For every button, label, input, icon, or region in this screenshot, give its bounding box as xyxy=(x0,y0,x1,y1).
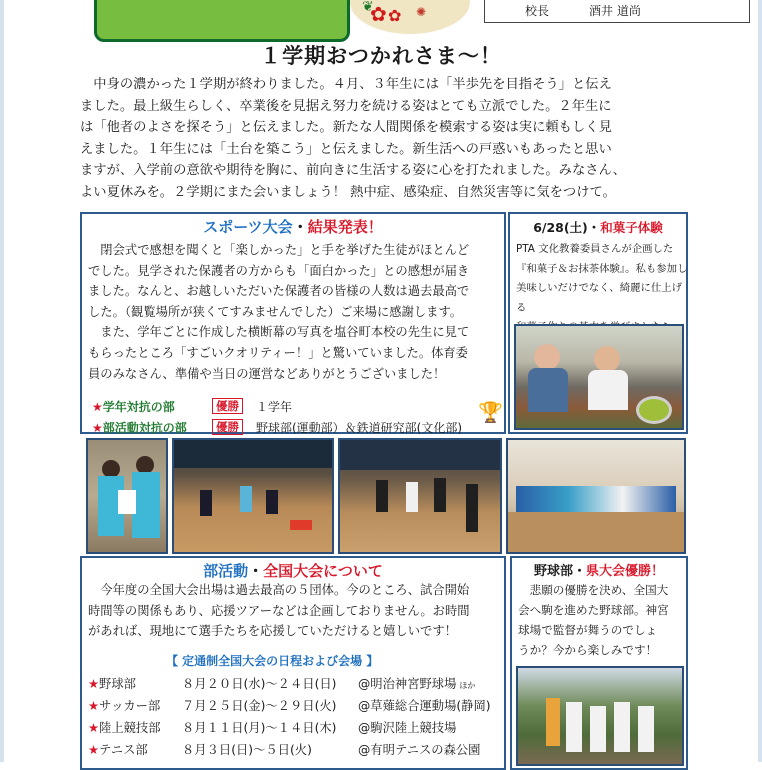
gym-wall xyxy=(174,440,332,468)
schedule-club: テニス部 xyxy=(99,743,148,757)
club-line: 今年度の全国大会出場は過去最高の５団体。今のところ、試合開始 xyxy=(100,583,470,597)
schedule-dates: ７月２５日(金)～２９日(火) xyxy=(182,699,337,713)
award-value: 野球部(運動部）＆鉄道研究部(文化部) xyxy=(256,421,463,435)
leaf-icon: ❦ xyxy=(362,0,374,15)
banner-cloth xyxy=(516,486,676,512)
schedule-row xyxy=(88,696,160,714)
schedule-venue: @有明テニスの森公園 xyxy=(358,743,481,757)
principal-box xyxy=(484,0,750,23)
schedule-row xyxy=(88,674,136,692)
photo-closing-ceremony xyxy=(86,438,168,554)
baseball-title xyxy=(512,560,686,579)
trophy-icon: 🏆 xyxy=(478,400,503,424)
player-figure xyxy=(406,482,418,512)
intro-line: えました。１年生には「土台を築こう」と伝えました。新生活への戸惑いもあったと思い xyxy=(80,141,612,157)
star-icon: ★ xyxy=(88,721,100,735)
title-dot: ・ xyxy=(587,220,601,235)
club-title xyxy=(82,560,504,581)
player-figure xyxy=(566,702,582,752)
person-figure xyxy=(594,346,620,372)
wagashi-title xyxy=(510,218,686,236)
player-figure xyxy=(614,702,630,752)
award-club-label xyxy=(92,419,187,436)
schedule-venue-name: @明治神宮野球場 xyxy=(358,677,457,691)
player-figure xyxy=(376,480,388,512)
person-figure xyxy=(534,344,560,370)
wagashi-section xyxy=(508,212,688,434)
baseball-line: うか？今から楽しみです！ xyxy=(518,643,658,657)
club-title-sub: 全国大会について xyxy=(263,562,383,580)
photo-gym-relay xyxy=(338,438,502,554)
schedule-club: 陸上競技部 xyxy=(99,721,161,735)
wagashi-photo xyxy=(514,324,684,430)
club-section xyxy=(80,556,506,770)
title-dot: ・ xyxy=(248,562,264,580)
person-figure xyxy=(132,472,160,538)
person-figure xyxy=(528,368,568,412)
header-banner xyxy=(94,0,350,42)
schedule-row xyxy=(88,740,148,758)
player-figure xyxy=(466,484,478,532)
principal-name: 酒井 道尚 xyxy=(589,4,641,18)
intro-line: よい夏休みを。２学期にまた会いましょう！ 熱中症、感染症、自然災害等に気をつけて。 xyxy=(80,184,616,200)
person-figure xyxy=(588,370,628,410)
schedule-row xyxy=(88,718,161,736)
baseball-line: 会へ駒を進めた野球部。神宮 xyxy=(518,603,669,617)
club-title-main: 部活動 xyxy=(203,562,249,580)
sports-line: 閉会式で感想を聞くと「楽しかった」と手を挙げた生徒がほとんど xyxy=(100,243,470,257)
sports-line: また、学年ごとに作成した横断幕の写真を塩谷町本校の先生に見て xyxy=(100,325,470,340)
crab-icon: ✺ xyxy=(416,5,427,19)
intro-line: 中身の濃かった１学期が終わりました。４月、３年生には「半歩先を目指そう」と伝え xyxy=(93,77,612,92)
player-figure xyxy=(266,490,278,514)
schedule-dates: ８月２０日(水)～２４日(日) xyxy=(182,677,337,691)
club-line: 時間等の関係もあり、応援ツアーなどは企画しておりません。お時間 xyxy=(88,603,470,618)
hibiscus-icon: ✿ xyxy=(370,2,387,26)
wagashi-body xyxy=(516,240,688,338)
wagashi-line: PTA 文化教養委員さんが企画した xyxy=(516,243,674,255)
wagashi-line: 『和菓子＆お抹茶体験』。私も参加し xyxy=(516,262,688,275)
wagashi-line: 美味しいだけでなく、綺麗に仕上げる xyxy=(516,282,683,314)
matcha-bowl xyxy=(636,396,672,424)
intro-line: は「他者のよさを探そう」と伝えました。新たな人間関係を模索する姿は実に頼もしく見 xyxy=(80,120,612,136)
schedule-club: 野球部 xyxy=(99,677,136,691)
award-label: 部活動対抗の部 xyxy=(102,421,187,435)
title-dot: ・ xyxy=(292,218,308,236)
schedule-venue: @駒沢陸上競技場 xyxy=(358,721,457,735)
sports-body xyxy=(88,240,502,384)
intro-line: ました。最上級生らしく、卒業後を見据え努力を続ける姿はとても立派でした。２年生に xyxy=(80,98,612,114)
sports-title-result: 結果発表！ xyxy=(307,218,383,236)
intro-paragraph xyxy=(80,74,690,204)
photo-gym-game xyxy=(172,438,334,554)
sports-section xyxy=(80,212,506,434)
schedule-note: ほか xyxy=(459,681,476,690)
award-label: 学年対抗の部 xyxy=(102,400,175,414)
sports-line: もらったところ「すごいクオリティー！」と驚いていました。体育委 xyxy=(88,345,468,360)
photo-banners xyxy=(506,438,686,554)
baseball-body xyxy=(518,580,688,660)
baseball-title-sub: 県大会優勝！ xyxy=(586,564,665,579)
player-figure xyxy=(590,706,606,752)
schedule-venue xyxy=(358,674,475,692)
certificate xyxy=(118,490,136,514)
player-figure xyxy=(200,490,212,516)
wagashi-name: 和菓子体験 xyxy=(600,220,663,235)
club-body xyxy=(88,580,502,642)
schedule-dates: ８月１１日(月)～１４日(木) xyxy=(182,721,337,735)
baseball-line: 悲願の優勝を決め、全国大 xyxy=(529,583,669,597)
baseball-line: 球場で監督が舞うのでしょ xyxy=(518,623,658,637)
baseball-photo xyxy=(516,666,684,766)
club-line: があれば、現地にて選手たちを応援していただけると嬉しいです！ xyxy=(88,624,457,639)
player-figure xyxy=(638,706,654,752)
wagashi-date: 6/28(土) xyxy=(533,220,588,235)
star-icon: ★ xyxy=(88,743,100,757)
gym-floor xyxy=(508,512,684,552)
gym-wall xyxy=(340,440,500,470)
trophy-flag xyxy=(546,698,560,746)
sports-line: した。（観覧場所が狭くてすみませんでした）ご来場に感謝します。 xyxy=(88,304,463,319)
baseball-section xyxy=(510,556,688,770)
award-value: １学年 xyxy=(256,400,293,414)
star-icon: ★ xyxy=(92,421,103,435)
sports-line: ました。なんと、お越しいただいた保護者の皆様の人数は過去最高で xyxy=(88,284,470,299)
win-badge: 優勝 xyxy=(212,398,243,414)
hibiscus-icon: ✿ xyxy=(388,6,402,25)
win-badge: 優勝 xyxy=(212,419,243,435)
schedule-club: サッカー部 xyxy=(99,699,161,713)
intro-line: ますが、入学前の意欲や期待を胸に、前向きに生活する姿に心を打たれました。みなさん、 xyxy=(80,163,626,179)
schedule-heading: 【 定通制全国大会の日程および会場 】 xyxy=(166,654,379,668)
baseball-title-main: 野球部 xyxy=(533,564,573,579)
principal-title: 校長 xyxy=(525,4,550,18)
star-icon: ★ xyxy=(88,699,100,713)
sports-title xyxy=(82,216,504,237)
player-figure xyxy=(434,478,446,512)
schedule-venue: @草薙総合運動場(静岡) xyxy=(358,699,491,713)
star-icon: ★ xyxy=(88,677,100,691)
sports-line: 員のみなさん、準備や当日の運営などありがとうございました！ xyxy=(88,366,446,381)
sports-line: でした。見学された保護者の方からも「面白かった」との感想が届き xyxy=(88,263,470,278)
award-grade-label xyxy=(92,398,175,415)
sports-title-main: スポーツ大会 xyxy=(203,218,293,236)
schedule-dates: ８月３日(日)～５日(火) xyxy=(182,743,312,757)
player-figure xyxy=(240,486,252,512)
cone xyxy=(290,520,312,530)
star-icon: ★ xyxy=(92,400,103,414)
page-title: １学期おつかれさま～！ xyxy=(260,44,502,68)
title-dot: ・ xyxy=(572,564,586,579)
